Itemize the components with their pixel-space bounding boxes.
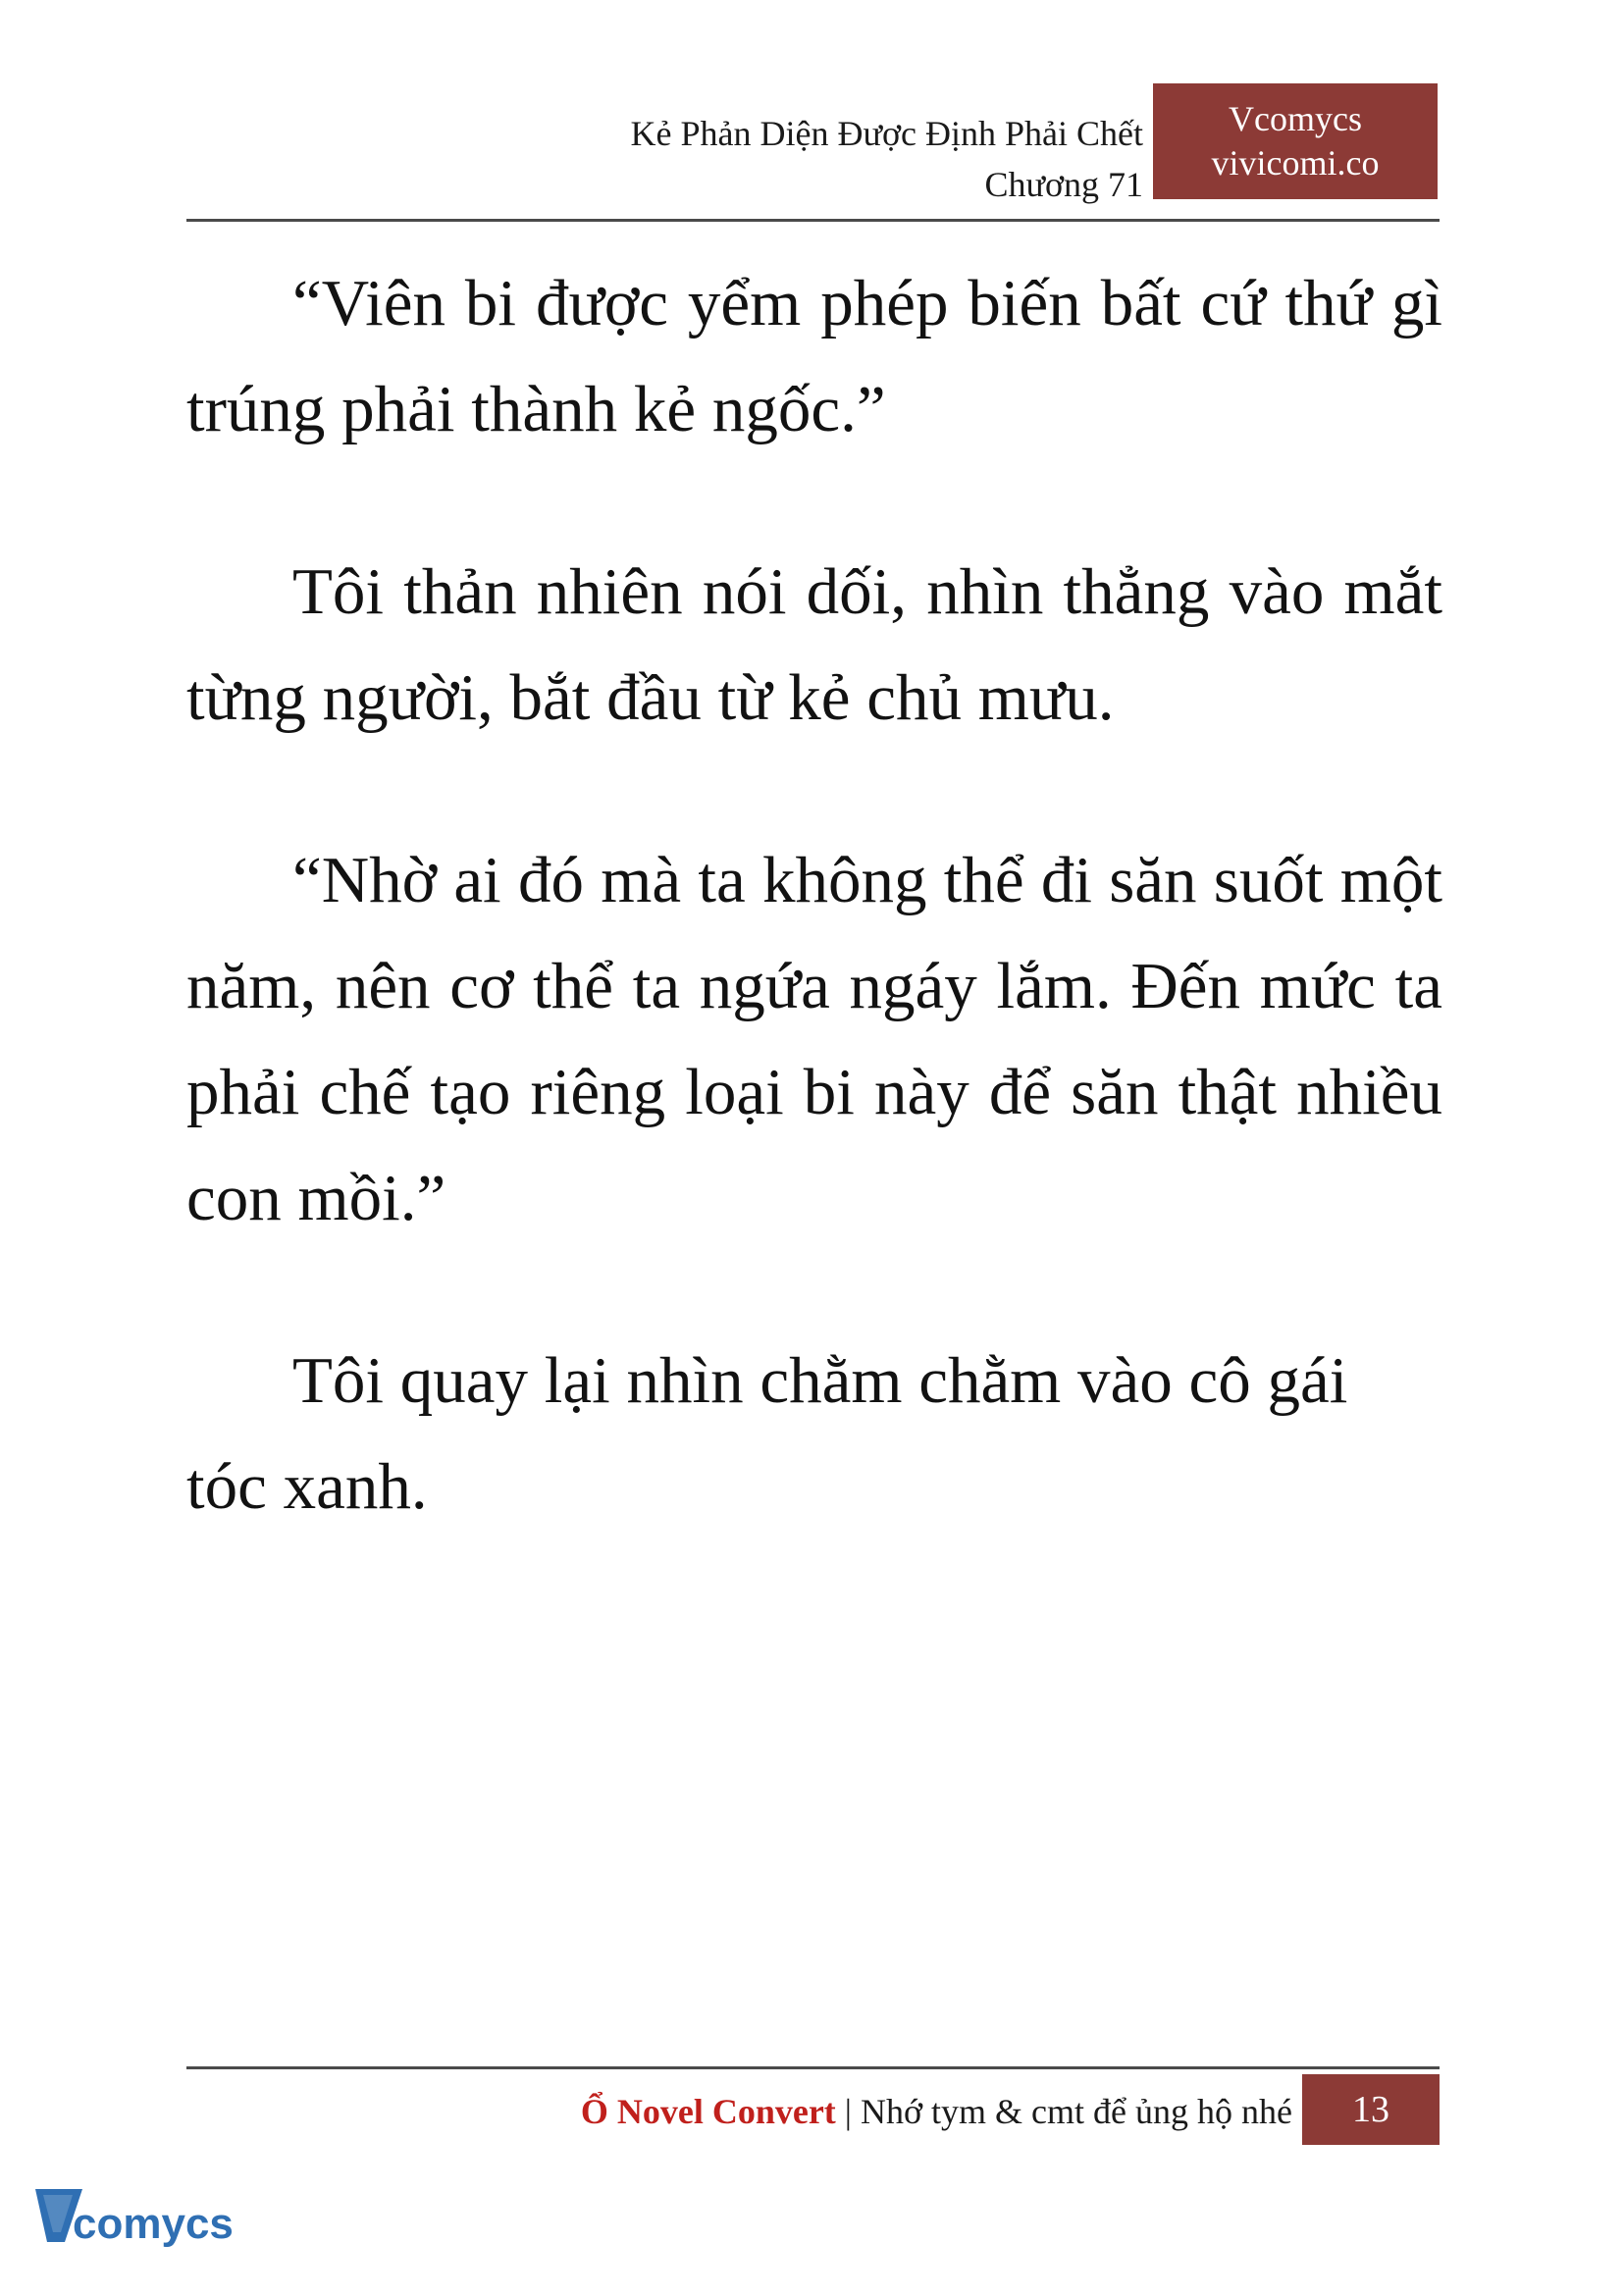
paragraph: “Viên bi được yểm phép biến bất cứ thứ gì trúng phải thành kẻ ngốc.” bbox=[186, 267, 1442, 445]
footer-brand: Ổ Novel Convert bbox=[580, 2092, 836, 2131]
page-number-badge: 13 bbox=[1302, 2074, 1440, 2145]
svg-text:comycs: comycs bbox=[73, 2200, 234, 2248]
paragraph: Tôi thản nhiên nói dối, nhìn thẳng vào mắt từng người, bắt đầu từ kẻ chủ mưu. bbox=[186, 555, 1442, 734]
footer-note: Nhớ tym & cmt để ủng hộ nhé bbox=[861, 2092, 1292, 2131]
page-footer bbox=[186, 2078, 1440, 2147]
chapter-label: Chương 71 bbox=[984, 165, 1143, 204]
footer-divider bbox=[186, 2066, 1440, 2069]
header-divider bbox=[186, 219, 1440, 222]
paragraph: “Nhờ ai đó mà ta không thể đi săn suốt một năm, nên cơ thể ta ngứa ngáy lắm. Đến mức ta phải chế tạo riêng loại bi này để săn thật nhiều con mồi.” bbox=[186, 844, 1442, 1234]
site-badge[interactable] bbox=[1153, 83, 1438, 199]
footer-separator: | bbox=[835, 2092, 862, 2131]
chapter-body bbox=[186, 250, 1442, 1616]
footer-note-line bbox=[581, 2086, 1292, 2137]
paragraph: Tôi quay lại nhìn chằm chằm vào cô gái tóc xanh. bbox=[186, 1344, 1348, 1523]
header-title-block bbox=[631, 108, 1143, 210]
book-title: Kẻ Phản Diện Được Định Phải Chết bbox=[630, 114, 1143, 153]
vcomycs-watermark-logo bbox=[29, 2181, 255, 2266]
page-header bbox=[186, 93, 1438, 221]
site-badge-name: Vcomycs bbox=[1229, 99, 1362, 138]
site-badge-url: vivicomi.co bbox=[1211, 143, 1380, 183]
